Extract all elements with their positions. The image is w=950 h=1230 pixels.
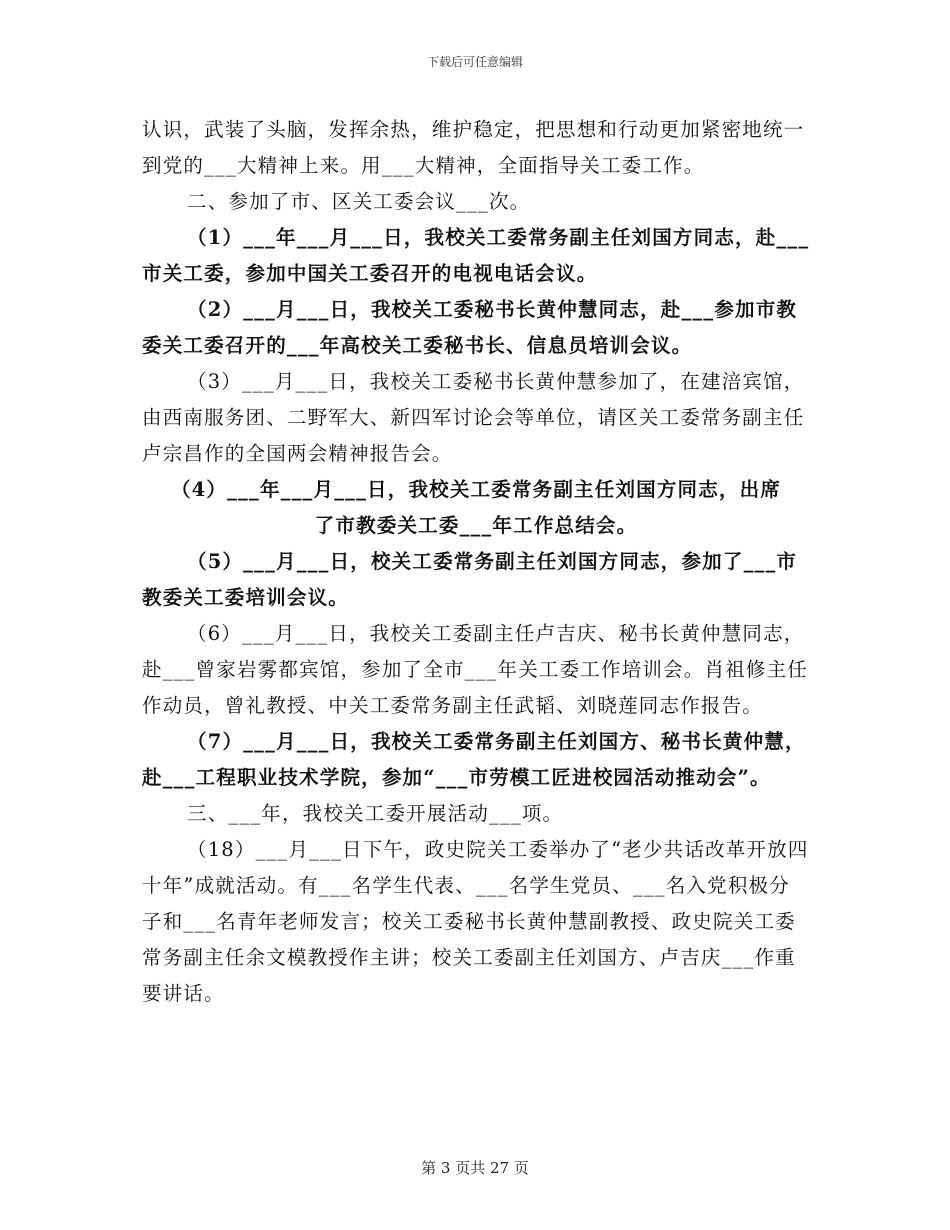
document-body xyxy=(142,112,810,1012)
section-heading-3: 三、___年，我校关工委开展活动___项。 xyxy=(187,802,564,825)
list-item-7: （7）___月___日，我校关工委常务副主任刘国方、秘书长黄仲慧，赴___工程职业技术学院，参加“___市劳模工匠进校园活动推动会”。 xyxy=(142,730,806,789)
page-number: 第 3 页共 27 页 xyxy=(421,1159,529,1177)
paragraph-continuation: 认识，武装了头脑，发挥余热，维护稳定，把思想和行动更加紧密地统一到党的___大精神上来。用___大精神，全面指导关工委工作。 xyxy=(142,118,805,177)
list-item-5: （5）___月___日，校关工委常务副主任刘国方同志，参加了___市教委关工委培训会议。 xyxy=(142,550,798,609)
list-item-18: （18）___月___日下午，政史院关工委举办了“老少共话改革开放四十年”成就活动。有___名学生代表、___名学生党员、___名入党积极分子和___名青年老师发言；校关工委秘书长黄仲慧副教授、政史院关工委常务副主任余文模教授作主讲；校关工委副主任刘国方、卢吉庆___作重要讲话。 xyxy=(142,838,809,1005)
list-item-4: （4）___年___月___日，我校关工委常务副主任刘国方同志，出席了市教委关工委___年工作总结会。 xyxy=(170,478,782,537)
list-item-1: （1）___年___月___日，我校关工委常务副主任刘国方同志，赴___市关工委，参加中国关工委召开的电视电话会议。 xyxy=(142,226,810,285)
list-item-2: （2）___月___日，我校关工委秘书长黄仲慧同志，赴___参加市教委关工委召开的___年高校关工委秘书长、信息员培训会议。 xyxy=(142,298,798,357)
section-heading-2: 二、参加了市、区关工委会议___次。 xyxy=(187,190,531,213)
list-item-3: （3）___月___日，我校关工委秘书长黄仲慧参加了，在建涪宾馆，由西南服务团、二野军大、新四军讨论会等单位，请区关工委常务副主任卢宗昌作的全国两会精神报告会。 xyxy=(142,370,805,465)
page-header-note: 下载后可任意编辑 xyxy=(426,55,523,69)
list-item-6: （6）___月___日，我校关工委副主任卢吉庆、秘书长黄仲慧同志，赴___曾家岩雾都宾馆，参加了全市___年关工委工作培训会。肖祖修主任作动员，曾礼教授、中关工委常务副主任武韬、刘晓莲同志作报告。 xyxy=(142,622,809,717)
